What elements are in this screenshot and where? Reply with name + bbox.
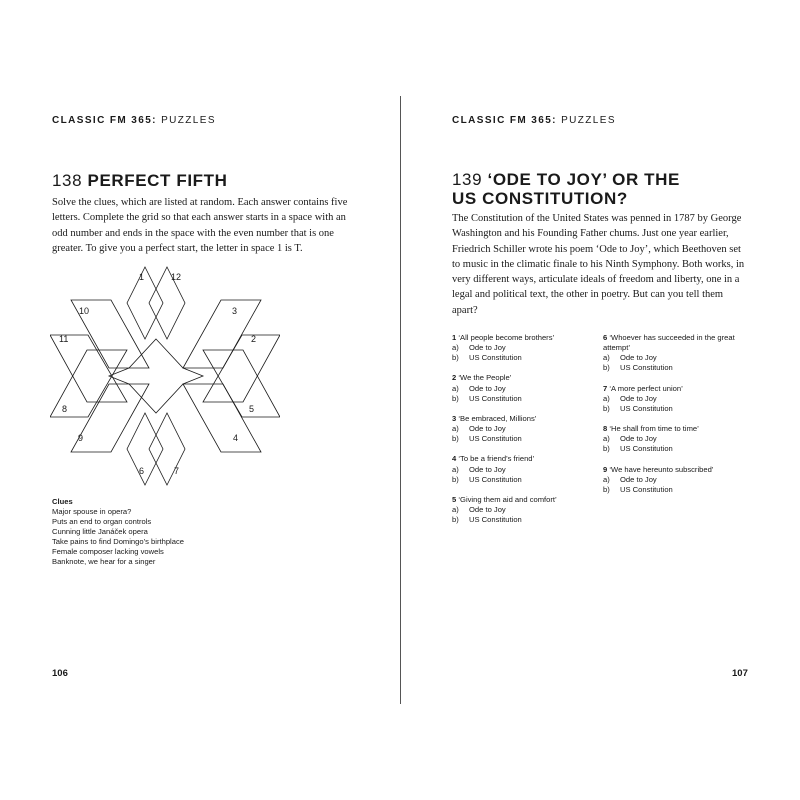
option-letter: a) (603, 474, 610, 484)
question-number: 1 (452, 333, 457, 342)
question-9 (603, 465, 763, 495)
question-number: 7 (603, 383, 608, 393)
clue-item: Female composer lacking vowels (52, 547, 164, 556)
option-b[interactable] (452, 515, 602, 525)
grid-number-12: 12 (171, 272, 182, 282)
grid-number-8: 8 (62, 404, 68, 414)
question-quote: ‘All people become brothers’ (458, 333, 555, 342)
running-head-section: PUZZLES (161, 115, 216, 126)
question-quote: ‘A more perfect union’ (609, 383, 683, 393)
question-number: 5 (452, 494, 457, 504)
page-number: 106 (52, 668, 68, 679)
option-letter: b) (452, 434, 459, 444)
clue-item: Puts an end to organ controls (52, 517, 152, 526)
running-head-series: CLASSIC FM 365: (52, 115, 157, 126)
option-a[interactable] (452, 424, 602, 434)
clue-item: Major spouse in opera? (52, 507, 132, 516)
option-letter: b) (452, 353, 459, 363)
option-text: Ode to Joy (620, 353, 657, 363)
question-4 (452, 454, 602, 484)
question-6 (603, 333, 763, 373)
option-text: Ode to Joy (469, 343, 506, 353)
question-quote: ‘We have hereunto subscribed’ (609, 464, 714, 474)
option-b[interactable] (452, 353, 602, 363)
clue-item: Cunning little Janáček opera (52, 527, 148, 536)
grid-cell-1[interactable] (127, 267, 163, 339)
option-a[interactable] (452, 343, 602, 353)
puzzle-intro: The Constitution of the United States was penned in 1787 by George Washington and his Founding Father chums. Just one year earlier, Friedrich Schiller wrote his poem ‘Ode to Joy’, which Beethoven set to music in the climatic finale to his Ninth Symphony. Both works, in very different ways, articulate ideals of freedom and liberty, one in a legal and political text, the other in poetry. But can you tell them apart? (452, 213, 745, 316)
question-quote: ‘Giving them aid and comfort’ (458, 494, 557, 504)
option-text: Ode to Joy (469, 504, 506, 514)
grid-cell-6[interactable] (127, 413, 163, 485)
running-head (52, 115, 216, 126)
grid-number-9: 9 (78, 433, 84, 443)
question-number: 3 (452, 413, 457, 423)
question-quote: ‘Be embraced, Millions’ (458, 413, 537, 423)
option-letter: a) (452, 504, 459, 514)
question-3 (452, 414, 602, 444)
option-text: US Constitution (469, 393, 522, 403)
option-text: US Constitution (620, 403, 673, 413)
option-letter: a) (452, 383, 459, 393)
option-letter: b) (452, 515, 459, 525)
option-b[interactable] (452, 434, 602, 444)
puzzle-name-line2: US CONSTITUTION? (452, 189, 628, 208)
question-1 (452, 333, 602, 363)
option-text: Ode to Joy (469, 383, 506, 393)
clues-list (52, 497, 184, 567)
question-quote: ‘We the People’ (458, 373, 512, 383)
option-a[interactable] (452, 465, 602, 475)
question-quote-continued: attempt’ (603, 343, 631, 353)
option-text: Ode to Joy (620, 434, 657, 444)
option-a[interactable] (603, 475, 763, 485)
grid-number-1: 1 (139, 272, 145, 282)
question-number: 6 (603, 333, 608, 342)
option-b[interactable] (603, 444, 763, 454)
page-number: 107 (732, 668, 748, 679)
option-text: US Constitution (620, 484, 673, 494)
option-letter: b) (603, 403, 610, 413)
option-a[interactable] (452, 384, 602, 394)
question-5 (452, 495, 602, 525)
option-text: US Constitution (469, 515, 522, 525)
grid-number-11: 11 (59, 334, 69, 344)
question-number: 2 (452, 373, 457, 383)
puzzle-instructions: Solve the clues, which are listed at random. Each answer contains five letters. Complete the grid so that each answer starts in a space with an odd number and ends in the space with the even number that is one greater. To give you a perfect start, the letter in space 1 is T. (52, 197, 348, 254)
question-number: 9 (603, 464, 608, 474)
option-letter: a) (603, 353, 610, 363)
option-letter: a) (452, 343, 459, 353)
option-text: US Constitution (469, 353, 522, 363)
option-b[interactable] (452, 475, 602, 485)
puzzle-number: 139 (452, 170, 483, 189)
grid-number-6: 6 (139, 466, 145, 476)
option-a[interactable] (452, 505, 602, 515)
grid-cell-3[interactable] (183, 300, 261, 368)
option-letter: b) (452, 474, 459, 484)
option-text: US Constitution (620, 363, 673, 373)
clue-item: Take pains to find Domingo’s birthplace (52, 537, 184, 546)
questions-column-left (452, 333, 602, 535)
puzzle-title (452, 170, 680, 208)
puzzle-name-line1: ‘ODE TO JOY’ OR THE (487, 170, 680, 189)
grid-cell-4[interactable] (183, 384, 261, 452)
option-b[interactable] (603, 363, 763, 373)
option-text: Ode to Joy (620, 474, 657, 484)
option-letter: b) (603, 484, 610, 494)
puzzle-number: 138 (52, 171, 83, 190)
running-head-section: PUZZLES (561, 115, 616, 126)
right-page (401, 0, 800, 800)
running-head-series: CLASSIC FM 365: (452, 115, 557, 126)
question-2 (452, 373, 602, 403)
option-letter: a) (452, 464, 459, 474)
grid-number-5: 5 (249, 404, 255, 414)
option-text: US Constitution (469, 434, 522, 444)
grid-number-2: 2 (251, 334, 257, 344)
option-letter: a) (452, 424, 459, 434)
option-text: Ode to Joy (469, 424, 506, 434)
puzzle-title (52, 171, 228, 190)
question-7 (603, 384, 763, 414)
question-number: 4 (452, 454, 457, 464)
grid-cell-5[interactable] (203, 350, 280, 417)
option-letter: b) (603, 444, 610, 454)
option-b[interactable] (452, 394, 602, 404)
question-quote: ‘Whoever has succeeded in the great (609, 333, 735, 342)
grid-number-10: 10 (79, 306, 90, 316)
question-quote: ‘To be a friend’s friend’ (458, 454, 535, 464)
option-text: Ode to Joy (469, 464, 506, 474)
clues-heading: Clues (52, 497, 73, 506)
question-8 (603, 424, 763, 454)
option-b[interactable] (603, 404, 763, 414)
option-letter: b) (452, 393, 459, 403)
running-head (452, 115, 616, 126)
question-quote: ‘He shall from time to time’ (609, 424, 699, 434)
grid-cell-11[interactable] (50, 335, 127, 402)
question-number: 8 (603, 424, 608, 434)
option-a[interactable] (603, 434, 763, 444)
grid-number-7: 7 (174, 466, 180, 476)
option-text: US Constitution (620, 444, 673, 454)
star-puzzle-grid (50, 262, 280, 490)
puzzle-name: PERFECT FIFTH (87, 171, 228, 190)
option-b[interactable] (603, 485, 763, 495)
grid-cell-7[interactable] (149, 413, 185, 485)
questions-column-right (603, 333, 763, 505)
option-letter: a) (603, 393, 610, 403)
grid-number-4: 4 (233, 433, 239, 443)
option-letter: b) (603, 363, 610, 373)
clue-item: Banknote, we hear for a singer (52, 557, 156, 566)
option-a[interactable] (603, 353, 763, 363)
grid-number-3: 3 (232, 306, 238, 316)
option-text: US Constitution (469, 474, 522, 484)
option-a[interactable] (603, 394, 763, 404)
option-letter: a) (603, 434, 610, 444)
grid-cell-2[interactable] (203, 335, 280, 402)
option-text: Ode to Joy (620, 393, 657, 403)
